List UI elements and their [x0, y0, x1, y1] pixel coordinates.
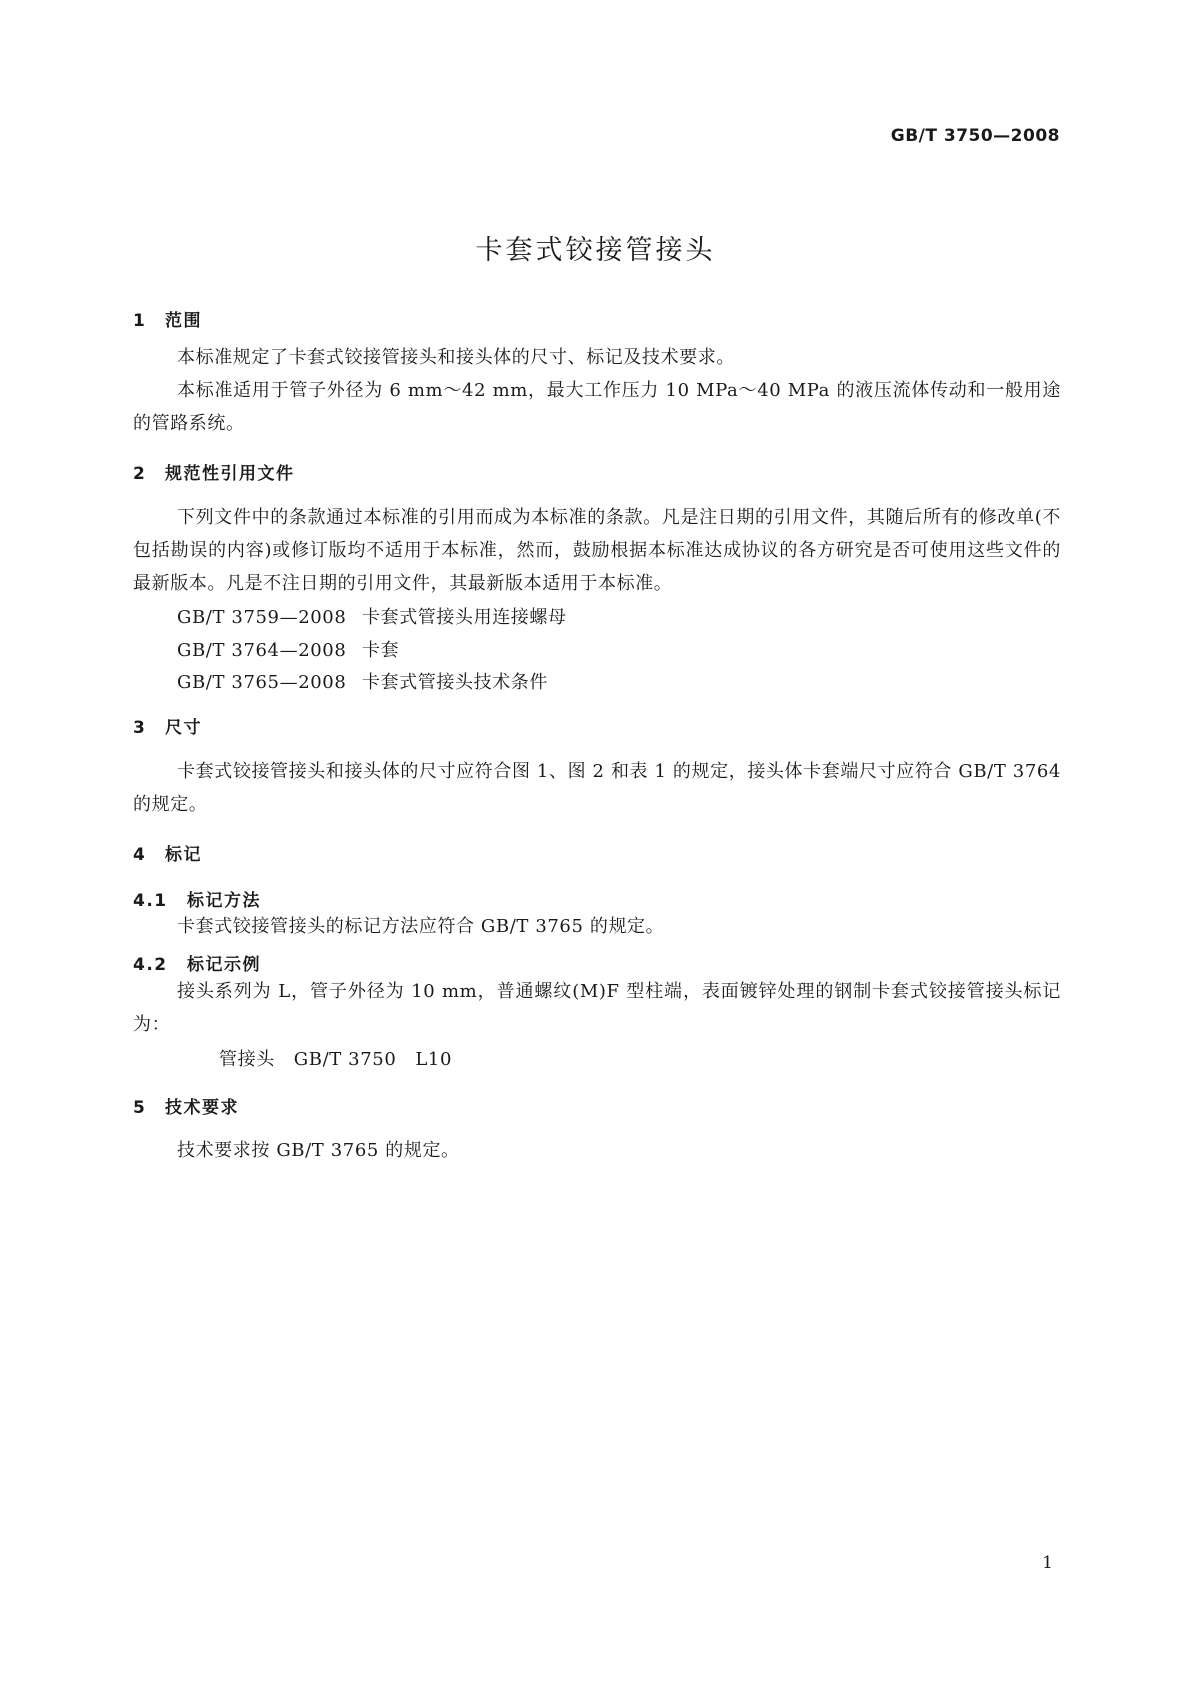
reference-code: GB/T 3764—2008	[177, 640, 347, 661]
section-title: 尺寸	[165, 718, 202, 738]
section-heading-5	[133, 1093, 239, 1118]
subsection-number: 4.1	[133, 891, 168, 911]
section-number: 2	[133, 464, 147, 484]
section-number: 5	[133, 1098, 147, 1118]
reference-code: GB/T 3765—2008	[177, 672, 347, 693]
section-heading-3	[133, 713, 202, 738]
subsection-number: 4.2	[133, 955, 168, 975]
reference-title: 卡套式管接头技术条件	[362, 672, 548, 693]
section-heading-4	[133, 840, 202, 865]
subsection-heading-4-1	[133, 886, 261, 911]
reference-item	[177, 603, 567, 629]
section-2-paragraph-1: 下列文件中的条款通过本标准的引用而成为本标准的条款。凡是注日期的引用文件，其随后所有的修改单(不包括勘误的内容)或修订版均不适用于本标准，然而，鼓励根据本标准达成协议的各方研究是否可使用这些文件的最新版本。凡是不注日期的引用文件，其最新版本适用于本标准。	[133, 507, 1061, 594]
section-heading-2	[133, 459, 295, 484]
section-1-paragraph-2: 本标准适用于管子外径为 6 mm～42 mm，最大工作压力 10 MPa～40 MPa 的液压流体传动和一般用途的管路系统。	[133, 380, 1061, 434]
section-title: 范围	[165, 311, 202, 331]
document-title: 卡套式铰接管接头	[475, 235, 716, 266]
subsection-heading-4-2	[133, 950, 261, 975]
subsection-title: 标记示例	[187, 955, 261, 975]
section-3-paragraph-1: 卡套式铰接管接头和接头体的尺寸应符合图 1、图 2 和表 1 的规定，接头体卡套端尺寸应符合 GB/T 3764的规定。	[133, 761, 1061, 815]
standard-number: GB/T 3750—2008	[890, 126, 1060, 146]
marking-example: 管接头 GB/T 3750 L10	[219, 1049, 452, 1070]
section-number: 1	[133, 311, 147, 331]
section-number: 3	[133, 718, 147, 738]
section-title: 技术要求	[165, 1098, 239, 1118]
reference-item	[177, 636, 399, 662]
section-title: 规范性引用文件	[165, 464, 295, 484]
subsection-title: 标记方法	[187, 891, 261, 911]
section-heading-1	[133, 306, 202, 331]
section-4-1-paragraph: 卡套式铰接管接头的标记方法应符合 GB/T 3765 的规定。	[177, 916, 665, 937]
reference-item	[177, 668, 548, 694]
reference-title: 卡套式管接头用连接螺母	[362, 607, 567, 628]
section-4-2-paragraph: 接头系列为 L，管子外径为 10 mm，普通螺纹(M)F 型柱端，表面镀锌处理的钢制卡套式铰接管接头标记为：	[133, 981, 1061, 1035]
section-title: 标记	[165, 845, 202, 865]
reference-title: 卡套	[362, 640, 400, 661]
section-5-paragraph-1: 技术要求按 GB/T 3765 的规定。	[177, 1140, 460, 1161]
section-number: 4	[133, 845, 147, 865]
reference-code: GB/T 3759—2008	[177, 607, 347, 628]
page-number: 1	[1042, 1553, 1053, 1573]
section-1-paragraph-1: 本标准规定了卡套式铰接管接头和接头体的尺寸、标记及技术要求。	[177, 347, 735, 368]
